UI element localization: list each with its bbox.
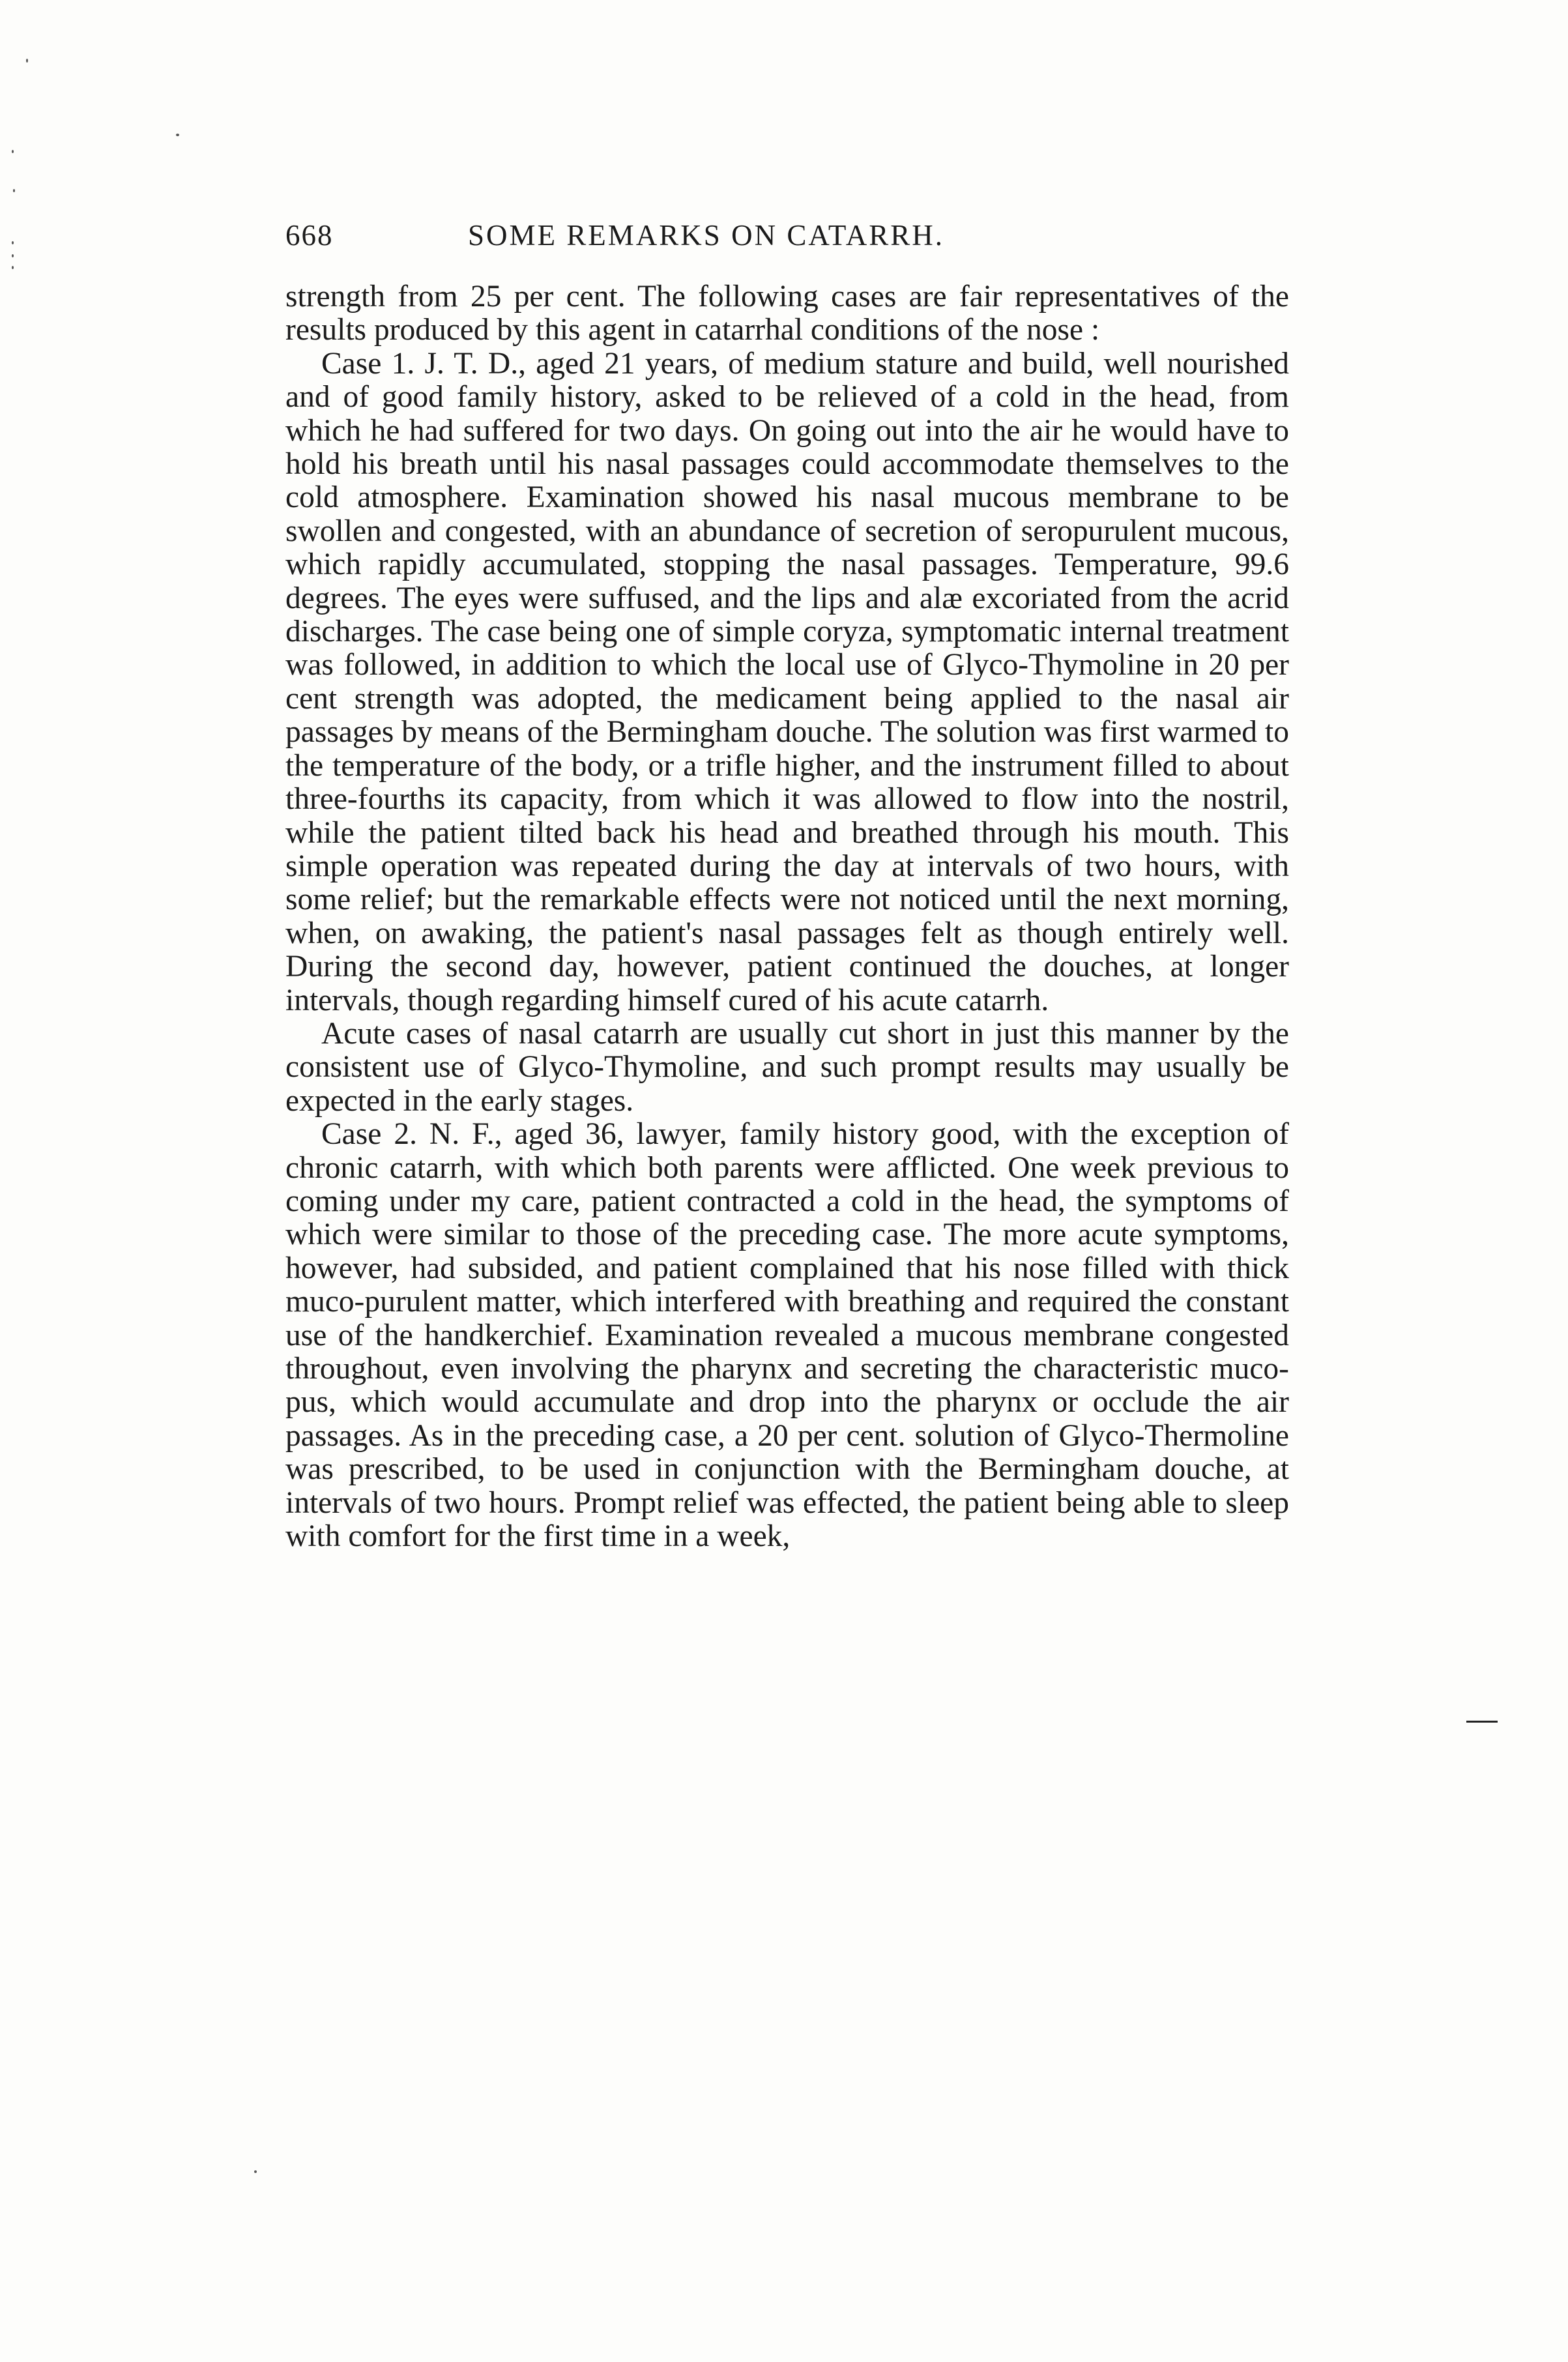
- page-header: [285, 218, 1302, 264]
- paragraph-acute-cases: Acute cases of nasal catarrh are usually cut short in just this manner by the consistent use of Glyco-Thymoline, and such prompt results may usually be expected in the early stages.: [285, 1016, 1289, 1118]
- page-number: 668: [285, 219, 334, 252]
- running-title: SOME REMARKS ON CATARRH.: [468, 219, 945, 252]
- scan-speck: [26, 59, 28, 63]
- scan-speck: [12, 150, 14, 153]
- scan-speck: [254, 2170, 257, 2173]
- body-text: [285, 280, 1289, 1553]
- scan-speck: [13, 189, 15, 192]
- scan-speck: [12, 241, 14, 244]
- scan-speck: [12, 254, 14, 257]
- scan-speck: [176, 134, 179, 136]
- paragraph-case-2: Case 2. N. F., aged 36, lawyer, family history good, with the exception of chronic catarrh, with which both parents were afflicted. One week previous to coming under my care, patient contracted a cold in the head, the symptoms of which were similar to those of the preceding case. The more acute symptoms, however, had subsided, and patient complained that his nose filled with thick muco-purulent matter, which interfered with breathing and required the constant use of the handkerchief. Examination revealed a mucous membrane congested throughout, even involving the pharynx and secreting the characteristic muco-pus, which would accumulate and drop into the pharynx or occlude the air passages. As in the preceding case, a 20 per cent. solution of Glyco-Thermoline was prescribed, to be used in conjunction with the Bermingham douche, at intervals of two hours. Prompt relief was effected, the patient being able to sleep with comfort for the first time in a week,: [285, 1117, 1289, 1554]
- paragraph-continuation: strength from 25 per cent. The following cases are fair representatives of the results produced by this agent in catarrhal conditions of the nose :: [285, 280, 1289, 347]
- paragraph-case-1: Case 1. J. T. D., aged 21 years, of medium stature and build, well nourished and of good family history, asked to be relieved of a cold in the head, from which he had suffered for two days. On going out into the air he would have to hold his breath until his nasal passages could accommodate themselves to the cold atmosphere. Examination showed his nasal mucous membrane to be swollen and congested, with an abundance of secretion of seropurulent mucous, which rapidly accumulated, stopping the nasal passages. Temperature, 99.6 degrees. The eyes were suffused, and the lips and alæ excoriated from the acrid discharges. The case being one of simple coryza, symptomatic internal treatment was followed, in addition to which the local use of Glyco-Thymoline in 20 per cent strength was adopted, the medicament being applied to the nasal air passages by means of the Bermingham douche. The solution was first warmed to the temperature of the body, or a trifle higher, and the instrument filled to about three-fourths its capacity, from which it was allowed to flow into the nostril, while the patient tilted back his head and breathed through his mouth. This simple operation was repeated during the day at intervals of two hours, with some relief; but the remarkable effects were not noticed until the next morning, when, on awaking, the patient's nasal passages felt as though entirely well. During the second day, however, patient continued the douches, at longer intervals, though regarding himself cured of his acute catarrh.: [285, 346, 1289, 1017]
- margin-mark: [1466, 1721, 1498, 1723]
- scan-speck: [12, 266, 14, 269]
